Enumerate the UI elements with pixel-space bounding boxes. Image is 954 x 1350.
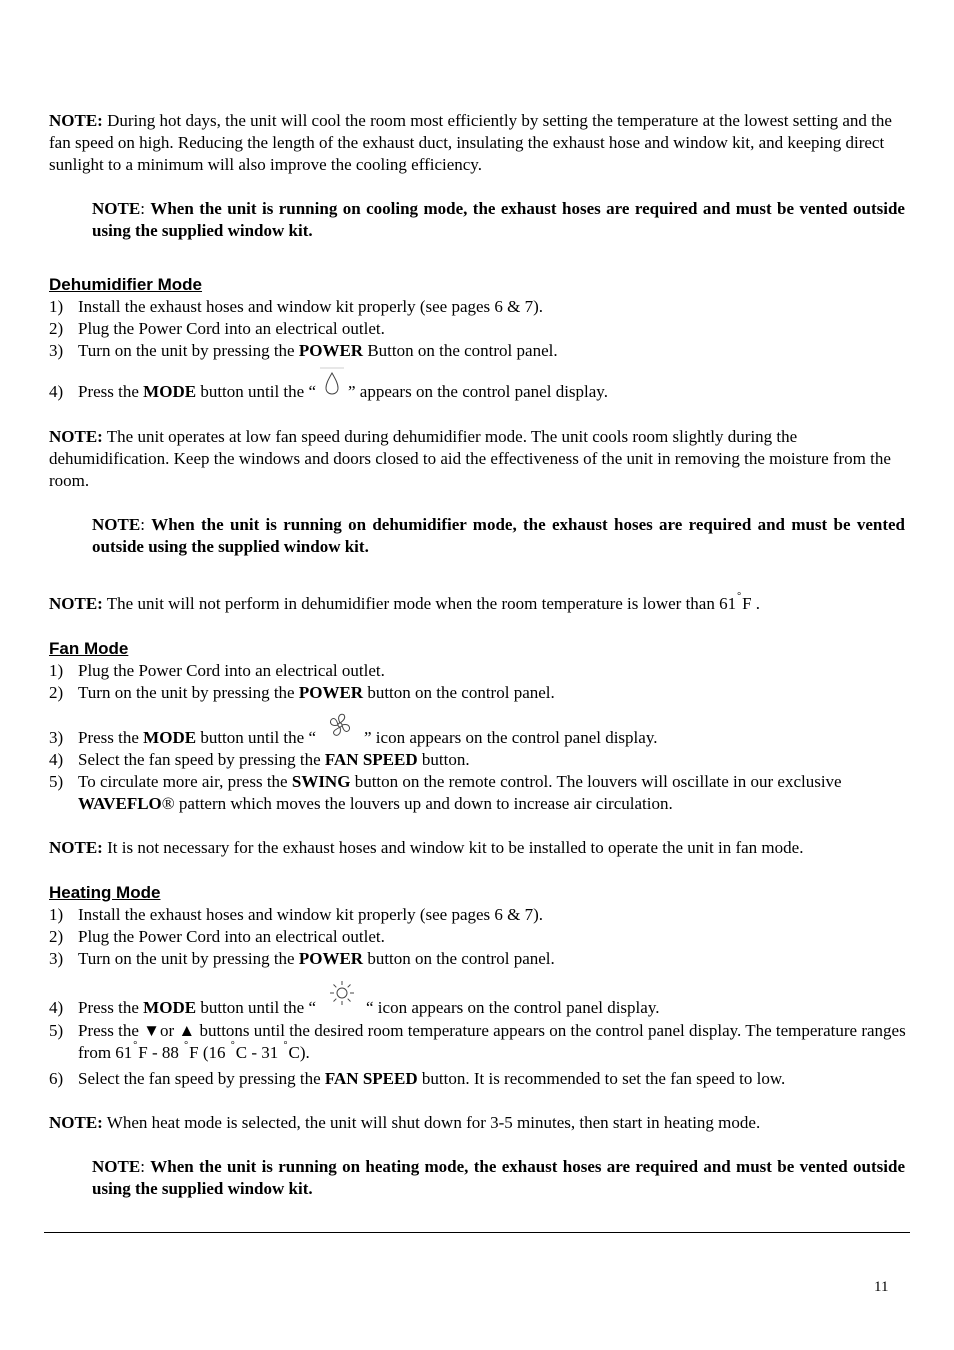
dehumidifier-note: NOTE: The unit operates at low fan speed during dehumidifier mode. The unit cools room slightly during the dehumidification. Keep the windows and doors closed to aid the effectiveness of the unit in removing the moisture from the room. xyxy=(49,427,891,490)
sun-icon xyxy=(316,997,366,1019)
intro-note: NOTE: During hot days, the unit will cool the room most efficiently by setting the temperature at the lowest setting and the fan speed on high. Reducing the length of the exhaust duct, insulating the exhaust hose and window kit, and keeping direct sunlight to a minimum will also improve the cooling efficiency. xyxy=(49,111,892,174)
cooling-exhaust-note: NOTE: When the unit is running on cooling mode, the exhaust hoses are required and must be vented outside using the supplied window kit. xyxy=(92,199,905,240)
heating-shutdown-note: NOTE: When heat mode is selected, the unit will shut down for 3-5 minutes, then start in heating mode. xyxy=(49,1113,761,1132)
dehumidifier-temperature-note: NOTE: The unit will not perform in dehumidifier mode when the room temperature is lower than 61°F . xyxy=(49,591,761,613)
heating-exhaust-note: NOTE: When the unit is running on heating mode, the exhaust hoses are required and must be vented outside using the supplied window kit. xyxy=(92,1157,905,1198)
dehumidifier-heading: Dehumidifier Mode xyxy=(49,275,203,294)
heating-heading: Heating Mode xyxy=(49,883,161,902)
water-drop-icon xyxy=(316,381,348,403)
fan-heading: Fan Mode xyxy=(49,639,129,658)
dehumidifier-exhaust-note: NOTE: When the unit is running on dehumidifier mode, the exhaust hoses are required and must be vented outside using the supplied window kit. xyxy=(92,515,905,556)
page-number: 11 xyxy=(874,1279,889,1295)
fan-icon xyxy=(316,727,364,749)
footer-divider xyxy=(44,1232,910,1233)
fan-note: NOTE: It is not necessary for the exhaust hoses and window kit to be installed to operate the unit in fan mode. xyxy=(49,838,804,857)
